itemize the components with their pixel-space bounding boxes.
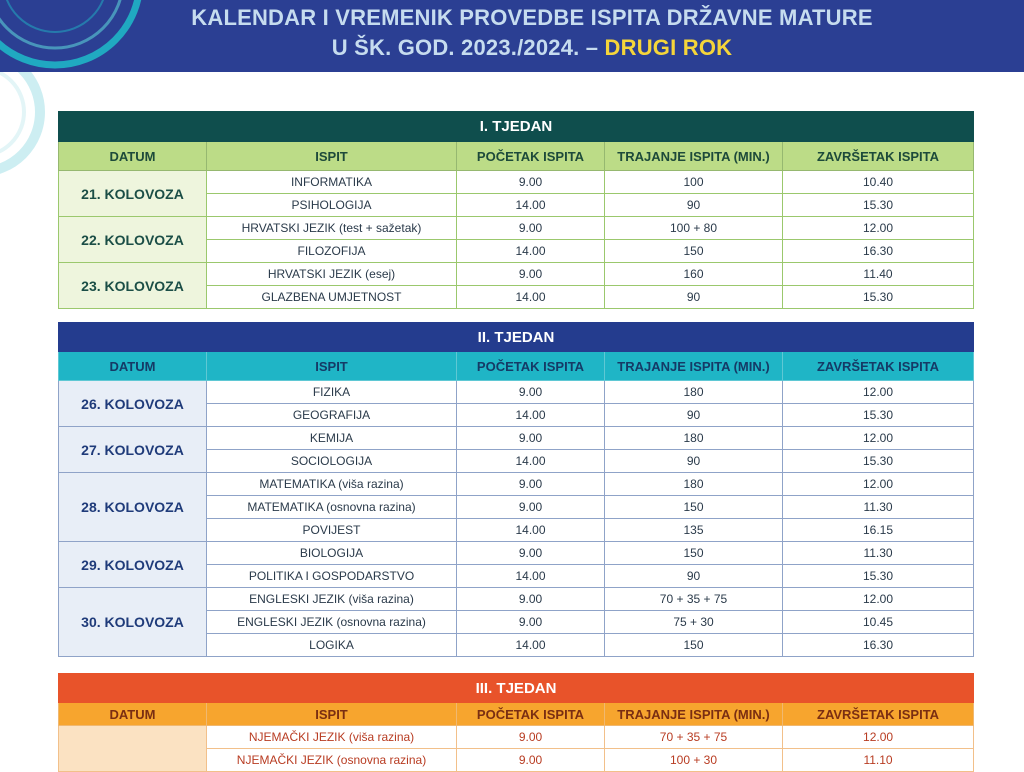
exam-end: 16.30 [783,240,974,263]
exam-name: HRVATSKI JEZIK (esej) [207,263,457,286]
exam-name: FILOZOFIJA [207,240,457,263]
week3-column-headers [59,703,974,726]
exam-start: 9.00 [457,496,605,519]
col-ispit: ISPIT [207,142,457,171]
exam-end: 15.30 [783,404,974,427]
exam-start: 9.00 [457,726,605,749]
col-pocetak: POČETAK ISPITA [457,352,605,381]
exam-name: POVIJEST [207,519,457,542]
col-ispit: ISPIT [207,703,457,726]
col-pocetak: POČETAK ISPITA [457,703,605,726]
exam-start: 14.00 [457,404,605,427]
exam-end: 11.30 [783,542,974,565]
exam-name: HRVATSKI JEZIK (test + sažetak) [207,217,457,240]
exam-duration: 180 [605,381,783,404]
exam-name: FIZIKA [207,381,457,404]
week3-table [58,673,974,772]
exam-start: 14.00 [457,519,605,542]
exam-duration: 135 [605,519,783,542]
exam-duration: 160 [605,263,783,286]
date-cell: 29. KOLOVOZA [59,542,207,588]
exam-start: 14.00 [457,634,605,657]
exam-duration: 180 [605,473,783,496]
table-row [59,381,974,404]
col-pocetak: POČETAK ISPITA [457,142,605,171]
exam-duration: 100 + 30 [605,749,783,772]
exam-end: 15.30 [783,450,974,473]
exam-start: 9.00 [457,473,605,496]
exam-name: ENGLESKI JEZIK (osnovna razina) [207,611,457,634]
exam-duration: 100 [605,171,783,194]
col-datum: DATUM [59,352,207,381]
col-zavrsetak: ZAVRŠETAK ISPITA [783,352,974,381]
table-row [59,726,974,749]
exam-name: SOCIOLOGIJA [207,450,457,473]
exam-duration: 100 + 80 [605,217,783,240]
title-round-accent: DRUGI ROK [604,35,733,60]
date-cell [59,726,207,772]
exam-end: 16.30 [783,634,974,657]
exam-duration: 90 [605,286,783,309]
col-zavrsetak: ZAVRŠETAK ISPITA [783,703,974,726]
table-row [59,473,974,496]
exam-name: LOGIKA [207,634,457,657]
date-cell: 23. KOLOVOZA [59,263,207,309]
exam-end: 10.45 [783,611,974,634]
col-zavrsetak: ZAVRŠETAK ISPITA [783,142,974,171]
exam-end: 15.30 [783,565,974,588]
week1-table [58,111,974,309]
exam-duration: 75 + 30 [605,611,783,634]
exam-name: INFORMATIKA [207,171,457,194]
exam-name: BIOLOGIJA [207,542,457,565]
page-title-line2 [0,35,1024,61]
exam-start: 9.00 [457,611,605,634]
table-row [59,427,974,450]
table-row [59,588,974,611]
table-row [59,171,974,194]
exam-end: 12.00 [783,217,974,240]
week2-column-headers [59,352,974,381]
date-cell: 30. KOLOVOZA [59,588,207,657]
week1-column-headers [59,142,974,171]
exam-name: POLITIKA I GOSPODARSTVO [207,565,457,588]
col-datum: DATUM [59,703,207,726]
exam-duration: 150 [605,542,783,565]
exam-name: KEMIJA [207,427,457,450]
date-cell: 21. KOLOVOZA [59,171,207,217]
exam-duration: 150 [605,240,783,263]
table-row [59,542,974,565]
exam-start: 9.00 [457,427,605,450]
exam-duration: 70 + 35 + 75 [605,726,783,749]
exam-name: MATEMATIKA (osnovna razina) [207,496,457,519]
exam-start: 9.00 [457,588,605,611]
exam-start: 9.00 [457,381,605,404]
week1-title: I. TJEDAN [59,112,974,142]
header-banner [0,0,1024,72]
exam-end: 15.30 [783,194,974,217]
exam-duration: 150 [605,634,783,657]
week3-title: III. TJEDAN [59,674,974,703]
date-cell: 27. KOLOVOZA [59,427,207,473]
week2-title: II. TJEDAN [59,323,974,352]
exam-name: GLAZBENA UMJETNOST [207,286,457,309]
exam-end: 12.00 [783,588,974,611]
exam-start: 9.00 [457,749,605,772]
exam-end: 12.00 [783,726,974,749]
exam-start: 14.00 [457,240,605,263]
exam-start: 9.00 [457,217,605,240]
col-trajanje: TRAJANJE ISPITA (MIN.) [605,352,783,381]
exam-start: 14.00 [457,565,605,588]
page-title-line1: KALENDAR I VREMENIK PROVEDBE ISPITA DRŽAVNE MATURE [191,5,873,30]
exam-duration: 90 [605,404,783,427]
side-arc-decoration [0,72,60,372]
exam-start: 14.00 [457,286,605,309]
table-row [59,263,974,286]
col-trajanje: TRAJANJE ISPITA (MIN.) [605,142,783,171]
exam-start: 14.00 [457,450,605,473]
week2-table [58,322,974,657]
exam-duration: 90 [605,194,783,217]
exam-name: GEOGRAFIJA [207,404,457,427]
exam-name: NJEMAČKI JEZIK (viša razina) [207,726,457,749]
date-cell: 26. KOLOVOZA [59,381,207,427]
exam-name: ENGLESKI JEZIK (viša razina) [207,588,457,611]
exam-end: 12.00 [783,381,974,404]
date-cell: 22. KOLOVOZA [59,217,207,263]
col-datum: DATUM [59,142,207,171]
date-cell: 28. KOLOVOZA [59,473,207,542]
exam-name: PSIHOLOGIJA [207,194,457,217]
exam-start: 9.00 [457,171,605,194]
exam-end: 12.00 [783,427,974,450]
exam-duration: 180 [605,427,783,450]
exam-start: 9.00 [457,263,605,286]
exam-end: 16.15 [783,519,974,542]
exam-end: 12.00 [783,473,974,496]
exam-end: 15.30 [783,286,974,309]
exam-start: 9.00 [457,542,605,565]
exam-name: MATEMATIKA (viša razina) [207,473,457,496]
exam-name: NJEMAČKI JEZIK (osnovna razina) [207,749,457,772]
col-ispit: ISPIT [207,352,457,381]
exam-duration: 70 + 35 + 75 [605,588,783,611]
exam-end: 11.10 [783,749,974,772]
exam-duration: 150 [605,496,783,519]
exam-duration: 90 [605,450,783,473]
title-term: U ŠK. GOD. 2023./2024. – [331,35,605,60]
exam-duration: 90 [605,565,783,588]
exam-end: 11.30 [783,496,974,519]
table-row [59,217,974,240]
exam-end: 10.40 [783,171,974,194]
exam-end: 11.40 [783,263,974,286]
col-trajanje: TRAJANJE ISPITA (MIN.) [605,703,783,726]
exam-start: 14.00 [457,194,605,217]
